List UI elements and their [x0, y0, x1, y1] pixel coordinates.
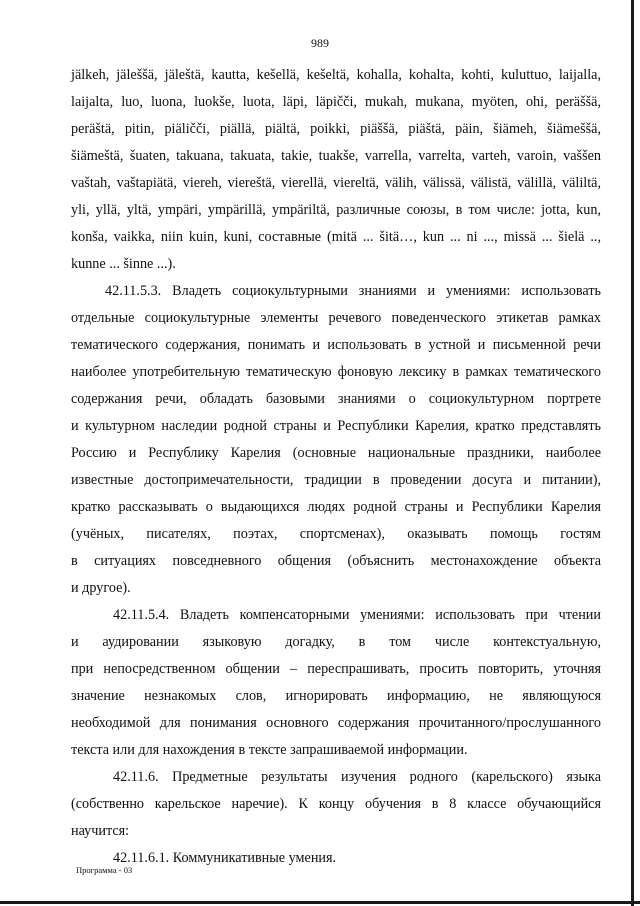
- text-line: šiämeštä, šuaten, takuana, takuata, takie, tuakše, varrella, varrelta, varteh, varoin, vaššen: [71, 148, 601, 164]
- text-line: необходимой для понимания основного содержания прочитанного/прослушанного: [71, 715, 601, 731]
- text-line: laijalta, luo, luona, luokše, luota, läpi, läpičči, mukah, mukana, myöten, ohi, peräššä,: [71, 94, 601, 110]
- footer-program-label: Программа - 03: [76, 865, 133, 875]
- text-line: yli, yllä, yltä, ympäri, ympärillä, ympäriltä, различные союзы, в том числе: jotta, kun,: [71, 202, 601, 218]
- text-line: при непосредственном общении – переспрашивать, просить повторить, уточняя: [71, 661, 601, 677]
- paragraph-heading-42-11-6-1: 42.11.6.1. Коммуникативные умения.: [113, 850, 337, 866]
- text-line: в ситуациях повседневного общения (объяснить местонахождение объекта: [71, 553, 601, 569]
- page-edge-bottom: [0, 901, 640, 904]
- text-line: Россию и Республику Карелия (основные национальные праздники, наиболее: [71, 445, 601, 461]
- text-line: текста или для нахождения в тексте запрашиваемой информации.: [71, 742, 468, 758]
- text-line: и аудировании языковую догадку, в том числе контекстуальную,: [71, 634, 601, 650]
- text-line: peräštä, pitin, piäličči, piällä, piältä, poikki, piäššä, piäštä, päin, šiämeh, šiämeššä,: [71, 121, 601, 137]
- text-line: наиболее употребительную тематическую фоновую лексику в рамках тематического: [71, 364, 601, 380]
- paragraph-heading-42-11-5-3: 42.11.5.3. Владеть социокультурными знаниями и умениями: использовать: [105, 283, 601, 299]
- text-line: отдельные социокультурные элементы речевого поведенческого этикетав рамках: [71, 310, 601, 326]
- text-line: известные достопримечательности, традиции в проведении досуга и питании),: [71, 472, 601, 488]
- text-line: кратко рассказывать о выдающихся людях родной страны и Республики Карелия: [71, 499, 601, 515]
- paragraph-heading-42-11-6: 42.11.6. Предметные результаты изучения родного (карельского) языка: [113, 769, 601, 785]
- page-number: 989: [311, 36, 329, 50]
- text-line: (учёных, писателях, поэтах, спортсменах), оказывать помощь гостям: [71, 526, 601, 542]
- text-line: и культурном наследии родной страны и Республики Карелия, кратко представлять: [71, 418, 601, 434]
- text-line: значение незнакомых слов, игнорировать информацию, не являющуюся: [71, 688, 601, 704]
- paragraph-heading-42-11-5-4: 42.11.5.4. Владеть компенсаторными умениями: использовать при чтении: [113, 607, 601, 623]
- text-line: vaštah, vaštapiätä, viereh, viereštä, vierellä, viereltä, välih, välissä, välistä, välillä, väliltä,: [71, 175, 601, 191]
- text-line: (собственно карельское наречие). К концу обучения в 8 классе обучающийся: [71, 796, 601, 812]
- text-line: тематического содержания, понимать и использовать в устной и письменной речи: [71, 337, 601, 353]
- text-line: jälkeh, jäleššä, jäleštä, kautta, kešellä, kešeltä, kohalla, kohalta, kohti, kuluttuo, laijalla,: [71, 67, 601, 83]
- text-line: konša, vaikka, niin kuin, kuni, составные (mitä ... šitä…, kun ... ni ..., missä ... šielä ..,: [71, 229, 601, 245]
- text-line: и другое).: [71, 580, 131, 596]
- text-line: kunne ... šinne ...).: [71, 256, 176, 272]
- page-edge-right: [631, 0, 634, 906]
- text-line: научится:: [71, 823, 130, 839]
- text-line: содержания речи, обладать базовыми знаниями о социокультурном портрете: [71, 391, 601, 407]
